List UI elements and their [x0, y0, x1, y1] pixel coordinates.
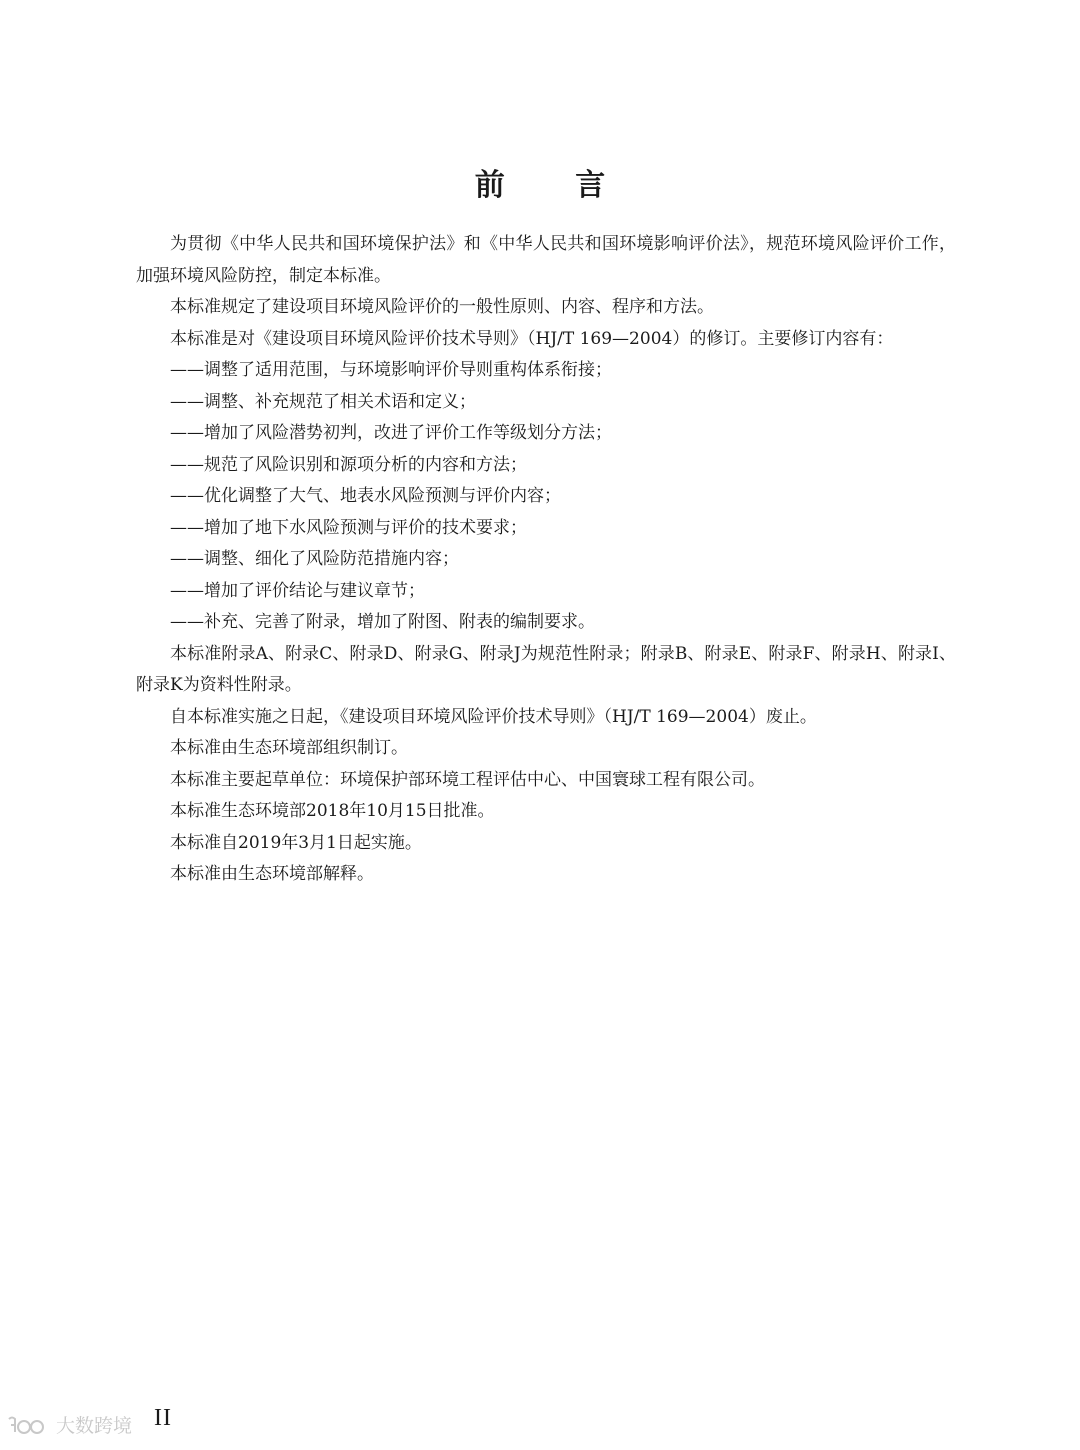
paragraph: 本标准规定了建设项目环境风险评价的一般性原则、内容、程序和方法。: [170, 297, 714, 317]
paragraph: 本标准附录A、附录C、附录D、附录G、附录J为规范性附录；附录B、附录E、附录F、附录H、附录I、附录K为资料性附录。: [136, 643, 956, 695]
revision-item: ——补充、完善了附录，增加了附图、附表的编制要求。: [170, 612, 595, 632]
watermark-logo-icon: [6, 1413, 46, 1437]
paragraph: 本标准由生态环境部解释。: [170, 864, 374, 884]
page-title: 前 言: [474, 168, 636, 203]
revision-item: ——增加了地下水风险预测与评价的技术要求；: [170, 517, 527, 538]
revision-item: ——增加了风险潜势初判，改进了评价工作等级划分方法；: [170, 423, 612, 443]
paragraph: 本标准由生态环境部组织制订。: [170, 738, 408, 758]
paragraph: 本标准自2019年3月1日起实施。: [170, 832, 422, 853]
preface-body: [136, 229, 956, 891]
revision-item: ——调整、补充规范了相关术语和定义；: [170, 391, 476, 412]
revision-item: ——规范了风险识别和源项分析的内容和方法；: [170, 454, 527, 475]
watermark: [6, 1411, 132, 1438]
paragraph: 本标准生态环境部2018年10月15日批准。: [170, 801, 495, 821]
paragraph: 本标准主要起草单位：环境保护部环境工程评估中心、中国寰球工程有限公司。: [170, 769, 765, 790]
revision-item: ——调整、细化了风险防范措施内容；: [170, 549, 459, 569]
page-footer: [0, 1403, 1080, 1443]
paragraph: 自本标准实施之日起，《建设项目环境风险评价技术导则》（HJ/T 169—2004）废止。: [170, 706, 817, 727]
paragraph: 本标准是对《建设项目环境风险评价技术导则》（HJ/T 169—2004）的修订。主要修订内容有：: [170, 328, 894, 349]
revision-item: ——优化调整了大气、地表水风险预测与评价内容；: [170, 486, 561, 506]
watermark-text: 大数跨境: [56, 1415, 133, 1437]
revision-item: ——调整了适用范围，与环境影响评价导则重构体系衔接；: [170, 360, 612, 380]
page-number: II: [154, 1405, 172, 1431]
paragraph: 为贯彻《中华人民共和国环境保护法》和《中华人民共和国环境影响评价法》，规范环境风险评价工作，加强环境风险防控，制定本标准。: [136, 234, 956, 286]
revision-item: ——增加了评价结论与建议章节；: [170, 580, 425, 601]
